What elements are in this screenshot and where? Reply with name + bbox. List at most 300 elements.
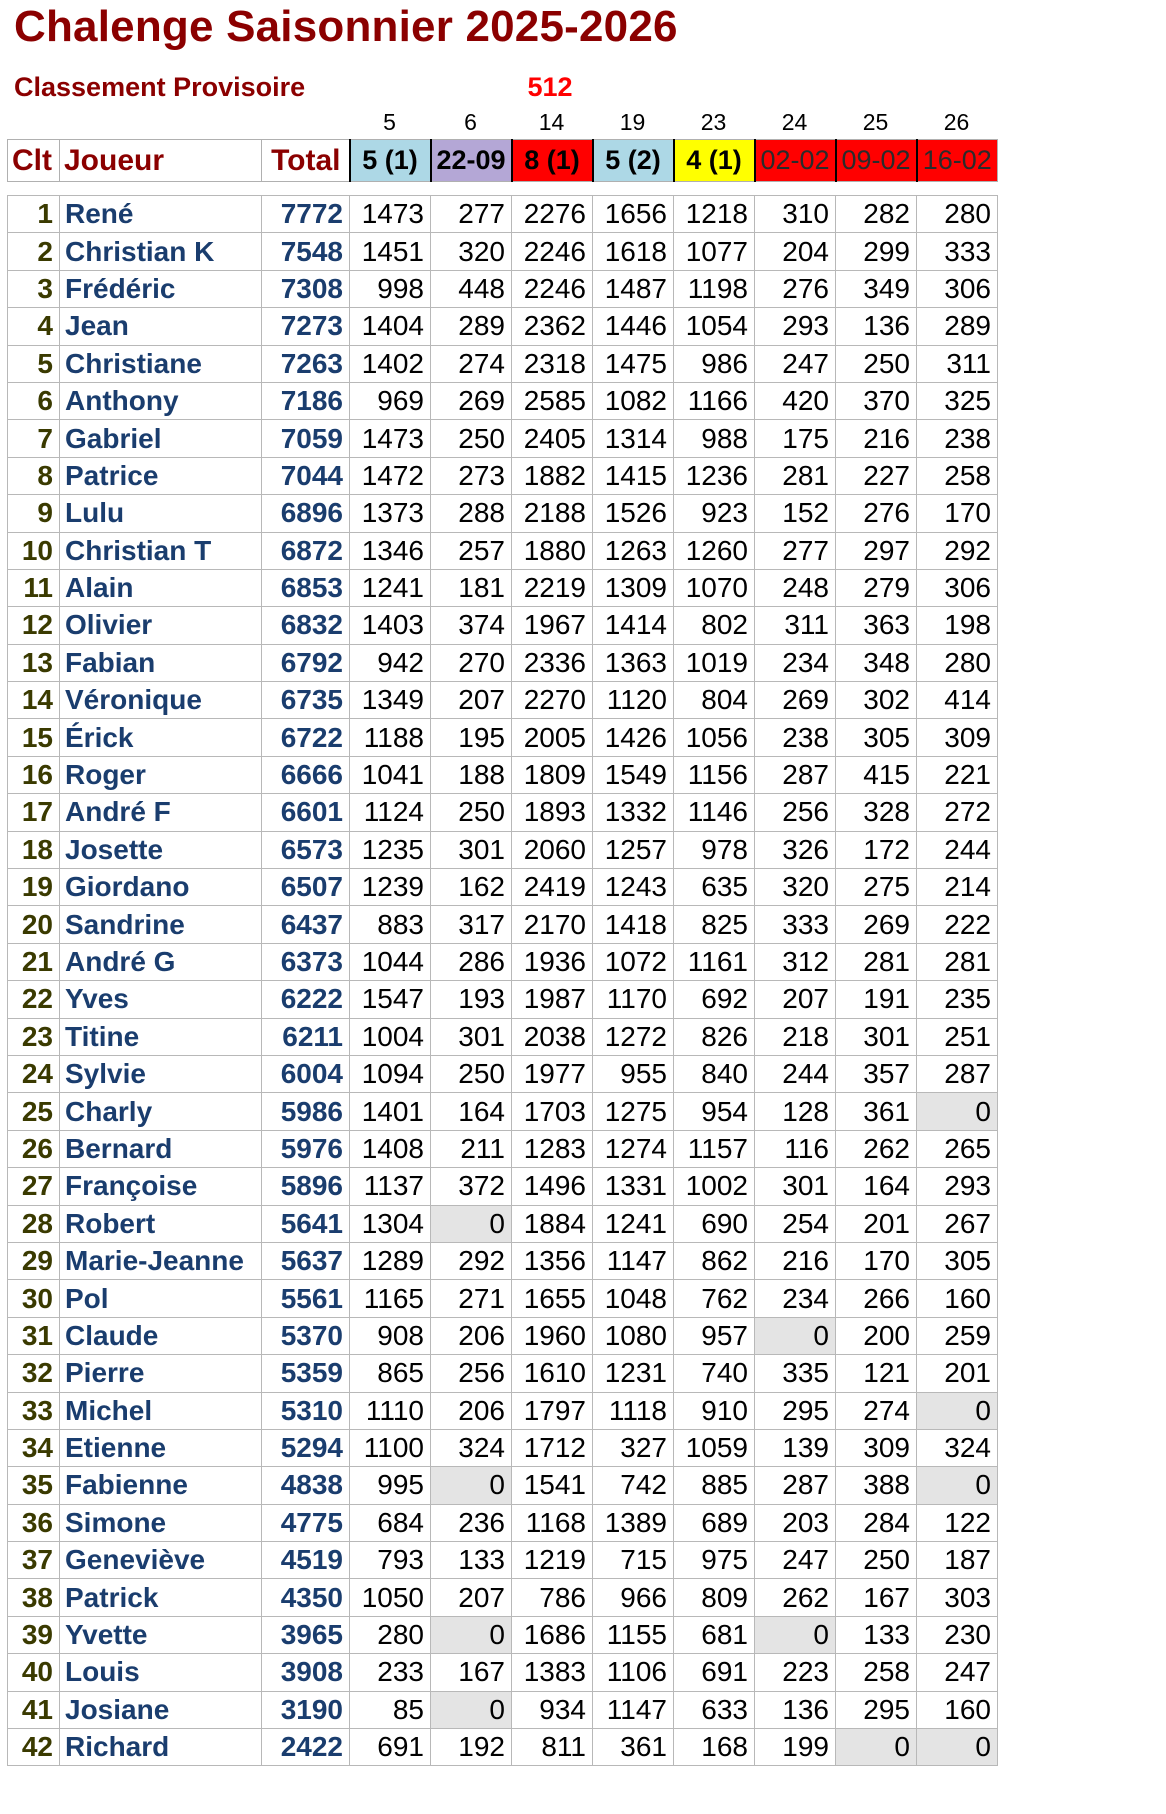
score-cell: 969 [350, 382, 431, 419]
score-cell: 250 [431, 1055, 512, 1092]
score-cell: 1473 [350, 196, 431, 233]
score-cell: 273 [431, 457, 512, 494]
score-cell: 1526 [593, 495, 674, 532]
score-cell: 274 [431, 345, 512, 382]
score-cell: 247 [755, 345, 836, 382]
score-cell: 293 [755, 308, 836, 345]
score-cell: 1487 [593, 270, 674, 307]
rank-cell: 26 [8, 1130, 60, 1167]
player-name: Pierre [60, 1355, 262, 1392]
table-row [8, 831, 998, 868]
score-cell: 167 [431, 1654, 512, 1691]
score-cell: 908 [350, 1317, 431, 1354]
score-cell: 335 [755, 1355, 836, 1392]
score-cell: 258 [917, 457, 998, 494]
score-cell: 1404 [350, 308, 431, 345]
player-name: Claude [60, 1317, 262, 1354]
rank-cell: 17 [8, 794, 60, 831]
score-cell: 281 [836, 943, 917, 980]
rank-cell: 25 [8, 1093, 60, 1130]
score-cell: 793 [350, 1542, 431, 1579]
table-row [8, 1579, 998, 1616]
score-cell: 1002 [674, 1168, 755, 1205]
score-cell: 1094 [350, 1055, 431, 1092]
score-cell: 324 [917, 1429, 998, 1466]
score-cell: 361 [593, 1729, 674, 1766]
total-score: 5641 [262, 1205, 350, 1242]
event-header: 5 (2) [593, 140, 674, 182]
score-cell: 2188 [512, 495, 593, 532]
score-cell: 235 [917, 981, 998, 1018]
score-cell: 2362 [512, 308, 593, 345]
total-score: 6722 [262, 719, 350, 756]
total-score: 7273 [262, 308, 350, 345]
player-name: Yves [60, 981, 262, 1018]
table-row [8, 1317, 998, 1354]
score-cell: 1165 [350, 1280, 431, 1317]
total-score: 4350 [262, 1579, 350, 1616]
rank-cell: 13 [8, 644, 60, 681]
participant-count: 512 [527, 72, 573, 102]
score-cell: 265 [917, 1130, 998, 1167]
score-cell: 1349 [350, 682, 431, 719]
table-row [8, 906, 998, 943]
rank-cell: 20 [8, 906, 60, 943]
player-name: Louis [60, 1654, 262, 1691]
score-cell: 301 [431, 831, 512, 868]
table-row [8, 196, 998, 233]
score-cell: 116 [755, 1130, 836, 1167]
score-cell: 1118 [593, 1392, 674, 1429]
score-cell: 0 [431, 1616, 512, 1653]
score-cell: 211 [431, 1130, 512, 1167]
score-cell: 164 [836, 1168, 917, 1205]
score-cell: 310 [755, 196, 836, 233]
score-cell: 1048 [593, 1280, 674, 1317]
table-row [8, 644, 998, 681]
score-cell: 883 [350, 906, 431, 943]
score-cell: 1100 [350, 1429, 431, 1466]
table-row [8, 1729, 998, 1766]
score-cell: 1260 [674, 532, 755, 569]
score-cell: 1402 [350, 345, 431, 382]
score-cell: 271 [431, 1280, 512, 1317]
player-name: Etienne [60, 1429, 262, 1466]
score-cell: 995 [350, 1467, 431, 1504]
table-row [8, 607, 998, 644]
score-cell: 324 [431, 1429, 512, 1466]
score-cell: 227 [836, 457, 917, 494]
score-cell: 1263 [593, 532, 674, 569]
score-cell: 2005 [512, 719, 593, 756]
score-cell: 2060 [512, 831, 593, 868]
total-score: 5561 [262, 1280, 350, 1317]
score-cell: 689 [674, 1504, 755, 1541]
rank-cell: 2 [8, 233, 60, 270]
score-cell: 311 [917, 345, 998, 382]
score-cell: 1155 [593, 1616, 674, 1653]
table-row [8, 1093, 998, 1130]
total-score: 5310 [262, 1392, 350, 1429]
score-cell: 1403 [350, 607, 431, 644]
score-cell: 301 [836, 1018, 917, 1055]
score-cell: 333 [917, 233, 998, 270]
score-cell: 372 [431, 1168, 512, 1205]
total-score: 5986 [262, 1093, 350, 1130]
score-cell: 266 [836, 1280, 917, 1317]
rank-cell: 19 [8, 869, 60, 906]
score-cell: 312 [755, 943, 836, 980]
column-number: 25 [862, 109, 889, 135]
score-cell: 0 [431, 1467, 512, 1504]
score-cell: 1712 [512, 1429, 593, 1466]
player-name: Christian K [60, 233, 262, 270]
score-cell: 136 [755, 1691, 836, 1728]
column-number: 5 [383, 109, 396, 135]
table-row [8, 270, 998, 307]
score-cell: 691 [350, 1729, 431, 1766]
score-cell: 164 [431, 1093, 512, 1130]
score-cell: 2246 [512, 233, 593, 270]
page-subtitle: Classement Provisoire [14, 72, 306, 102]
score-cell: 690 [674, 1205, 755, 1242]
rank-cell: 29 [8, 1242, 60, 1279]
table-row [8, 756, 998, 793]
total-score: 4838 [262, 1467, 350, 1504]
score-cell: 1044 [350, 943, 431, 980]
score-cell: 1257 [593, 831, 674, 868]
score-cell: 287 [755, 1467, 836, 1504]
score-cell: 1415 [593, 457, 674, 494]
total-score: 7308 [262, 270, 350, 307]
table-row [8, 233, 998, 270]
score-cell: 1041 [350, 756, 431, 793]
score-cell: 327 [593, 1429, 674, 1466]
score-cell: 1236 [674, 457, 755, 494]
score-cell: 1080 [593, 1317, 674, 1354]
score-cell: 292 [917, 532, 998, 569]
score-cell: 277 [755, 532, 836, 569]
rank-cell: 7 [8, 420, 60, 457]
score-cell: 206 [431, 1392, 512, 1429]
player-name: Patrick [60, 1579, 262, 1616]
score-cell: 415 [836, 756, 917, 793]
table-row [8, 719, 998, 756]
event-header: 02-02 [755, 140, 836, 182]
score-cell: 1110 [350, 1392, 431, 1429]
score-cell: 1054 [674, 308, 755, 345]
rank-cell: 6 [8, 382, 60, 419]
table-row [8, 682, 998, 719]
table-row [8, 1242, 998, 1279]
total-score: 7263 [262, 345, 350, 382]
rank-cell: 23 [8, 1018, 60, 1055]
score-cell: 259 [917, 1317, 998, 1354]
score-cell: 287 [917, 1055, 998, 1092]
score-cell: 1426 [593, 719, 674, 756]
rank-cell: 12 [8, 607, 60, 644]
table-row [8, 382, 998, 419]
table-row [8, 943, 998, 980]
score-cell: 214 [917, 869, 998, 906]
score-cell: 247 [917, 1654, 998, 1691]
score-cell: 2419 [512, 869, 593, 906]
score-cell: 218 [755, 1018, 836, 1055]
table-row [8, 1055, 998, 1092]
score-cell: 247 [755, 1542, 836, 1579]
score-cell: 942 [350, 644, 431, 681]
score-cell: 1120 [593, 682, 674, 719]
player-name: Alain [60, 569, 262, 606]
player-name: Érick [60, 719, 262, 756]
score-cell: 301 [755, 1168, 836, 1205]
total-score: 3965 [262, 1616, 350, 1653]
table-row [8, 1467, 998, 1504]
score-cell: 234 [755, 1280, 836, 1317]
score-cell: 0 [836, 1729, 917, 1766]
score-cell: 250 [431, 420, 512, 457]
table-row [8, 1392, 998, 1429]
score-cell: 297 [836, 532, 917, 569]
player-name: Giordano [60, 869, 262, 906]
total-score: 6853 [262, 569, 350, 606]
score-cell: 1274 [593, 1130, 674, 1167]
score-cell: 978 [674, 831, 755, 868]
column-number: 26 [943, 109, 970, 135]
score-cell: 311 [755, 607, 836, 644]
score-cell: 1418 [593, 906, 674, 943]
total-score: 6507 [262, 869, 350, 906]
score-cell: 1389 [593, 1504, 674, 1541]
score-cell: 223 [755, 1654, 836, 1691]
score-cell: 305 [836, 719, 917, 756]
score-cell: 152 [755, 495, 836, 532]
score-cell: 244 [755, 1055, 836, 1092]
rank-cell: 9 [8, 495, 60, 532]
player-name: Jean [60, 308, 262, 345]
score-cell: 207 [431, 1579, 512, 1616]
player-name: Gabriel [60, 420, 262, 457]
table-row [8, 794, 998, 831]
score-cell: 333 [755, 906, 836, 943]
score-cell: 191 [836, 981, 917, 1018]
table-row [8, 1130, 998, 1167]
score-cell: 957 [674, 1317, 755, 1354]
rank-cell: 27 [8, 1168, 60, 1205]
rank-cell: 8 [8, 457, 60, 494]
score-cell: 160 [917, 1691, 998, 1728]
score-cell: 865 [350, 1355, 431, 1392]
score-cell: 1893 [512, 794, 593, 831]
score-cell: 1936 [512, 943, 593, 980]
score-cell: 1656 [593, 196, 674, 233]
score-cell: 374 [431, 607, 512, 644]
score-cell: 282 [836, 196, 917, 233]
score-cell: 279 [836, 569, 917, 606]
score-cell: 348 [836, 644, 917, 681]
header-total: Total [262, 140, 350, 182]
score-cell: 136 [836, 308, 917, 345]
score-cell: 2270 [512, 682, 593, 719]
score-cell: 181 [431, 569, 512, 606]
rank-cell: 21 [8, 943, 60, 980]
score-cell: 207 [755, 981, 836, 1018]
score-cell: 85 [350, 1691, 431, 1728]
score-cell: 257 [431, 532, 512, 569]
page-title: Chalenge Saisonnier 2025-2026 [14, 2, 678, 51]
total-score: 6222 [262, 981, 350, 1018]
score-cell: 274 [836, 1392, 917, 1429]
rank-cell: 30 [8, 1280, 60, 1317]
total-score: 4519 [262, 1542, 350, 1579]
score-cell: 280 [917, 196, 998, 233]
score-cell: 206 [431, 1317, 512, 1354]
score-cell: 262 [755, 1579, 836, 1616]
table-row [8, 457, 998, 494]
player-name: Richard [60, 1729, 262, 1766]
rank-cell: 32 [8, 1355, 60, 1392]
score-cell: 295 [836, 1691, 917, 1728]
score-cell: 1137 [350, 1168, 431, 1205]
player-name: Sylvie [60, 1055, 262, 1092]
score-cell: 250 [836, 1542, 917, 1579]
score-cell: 1056 [674, 719, 755, 756]
score-cell: 1050 [350, 1579, 431, 1616]
score-cell: 1157 [674, 1130, 755, 1167]
score-cell: 862 [674, 1242, 755, 1279]
score-cell: 802 [674, 607, 755, 644]
score-cell: 0 [431, 1691, 512, 1728]
event-header: 09-02 [836, 140, 917, 182]
player-name: Sandrine [60, 906, 262, 943]
player-name: Lulu [60, 495, 262, 532]
score-cell: 203 [755, 1504, 836, 1541]
score-cell: 1332 [593, 794, 674, 831]
score-cell: 303 [917, 1579, 998, 1616]
score-cell: 328 [836, 794, 917, 831]
rank-cell: 40 [8, 1654, 60, 1691]
score-cell: 230 [917, 1616, 998, 1653]
score-cell: 1797 [512, 1392, 593, 1429]
score-cell: 0 [755, 1616, 836, 1653]
player-name: Michel [60, 1392, 262, 1429]
score-cell: 923 [674, 495, 755, 532]
total-score: 7059 [262, 420, 350, 457]
score-cell: 244 [917, 831, 998, 868]
score-cell: 2318 [512, 345, 593, 382]
score-cell: 201 [917, 1355, 998, 1392]
score-cell: 269 [836, 906, 917, 943]
rank-cell: 24 [8, 1055, 60, 1092]
score-cell: 175 [755, 420, 836, 457]
total-score: 5359 [262, 1355, 350, 1392]
score-cell: 361 [836, 1093, 917, 1130]
rank-cell: 22 [8, 981, 60, 1018]
score-cell: 1314 [593, 420, 674, 457]
rank-cell: 16 [8, 756, 60, 793]
score-cell: 162 [431, 869, 512, 906]
score-cell: 804 [674, 682, 755, 719]
score-cell: 1884 [512, 1205, 593, 1242]
player-name: André G [60, 943, 262, 980]
score-cell: 0 [917, 1093, 998, 1130]
total-score: 6211 [262, 1018, 350, 1055]
total-score: 7548 [262, 233, 350, 270]
player-name: Véronique [60, 682, 262, 719]
player-name: Frédéric [60, 270, 262, 307]
table-row [8, 1205, 998, 1242]
score-cell: 172 [836, 831, 917, 868]
score-cell: 292 [431, 1242, 512, 1279]
rank-cell: 15 [8, 719, 60, 756]
table-row [8, 869, 998, 906]
score-cell: 1408 [350, 1130, 431, 1167]
player-name: Françoise [60, 1168, 262, 1205]
score-cell: 256 [431, 1355, 512, 1392]
score-cell: 248 [755, 569, 836, 606]
total-score: 5976 [262, 1130, 350, 1167]
score-cell: 633 [674, 1691, 755, 1728]
score-cell: 1275 [593, 1093, 674, 1130]
score-cell: 1309 [593, 569, 674, 606]
score-cell: 277 [431, 196, 512, 233]
score-cell: 258 [836, 1654, 917, 1691]
score-cell: 200 [836, 1317, 917, 1354]
player-name: Bernard [60, 1130, 262, 1167]
score-cell: 1166 [674, 382, 755, 419]
score-cell: 1655 [512, 1280, 593, 1317]
score-cell: 2276 [512, 196, 593, 233]
score-cell: 1239 [350, 869, 431, 906]
score-cell: 742 [593, 1467, 674, 1504]
score-cell: 1231 [593, 1355, 674, 1392]
score-cell: 195 [431, 719, 512, 756]
total-score: 7186 [262, 382, 350, 419]
table-row [8, 1018, 998, 1055]
rank-cell: 37 [8, 1542, 60, 1579]
player-name: Robert [60, 1205, 262, 1242]
rank-cell: 1 [8, 196, 60, 233]
event-header: 8 (1) [512, 140, 593, 182]
score-cell: 715 [593, 1542, 674, 1579]
rank-cell: 31 [8, 1317, 60, 1354]
rank-cell: 14 [8, 682, 60, 719]
score-cell: 762 [674, 1280, 755, 1317]
score-cell: 221 [917, 756, 998, 793]
table-row [8, 1280, 998, 1317]
score-cell: 269 [431, 382, 512, 419]
score-cell: 1977 [512, 1055, 593, 1092]
score-cell: 320 [755, 869, 836, 906]
score-cell: 2219 [512, 569, 593, 606]
event-header: 22-09 [431, 140, 512, 182]
score-cell: 1235 [350, 831, 431, 868]
score-cell: 1106 [593, 1654, 674, 1691]
column-number: 24 [781, 109, 808, 135]
rank-cell: 35 [8, 1467, 60, 1504]
score-cell: 1882 [512, 457, 593, 494]
table-row [8, 1168, 998, 1205]
total-score: 5294 [262, 1429, 350, 1466]
score-cell: 1346 [350, 532, 431, 569]
score-cell: 262 [836, 1130, 917, 1167]
score-cell: 293 [917, 1168, 998, 1205]
score-cell: 1383 [512, 1654, 593, 1691]
score-cell: 1161 [674, 943, 755, 980]
score-cell: 2246 [512, 270, 593, 307]
score-cell: 276 [755, 270, 836, 307]
player-name: Yvette [60, 1616, 262, 1653]
